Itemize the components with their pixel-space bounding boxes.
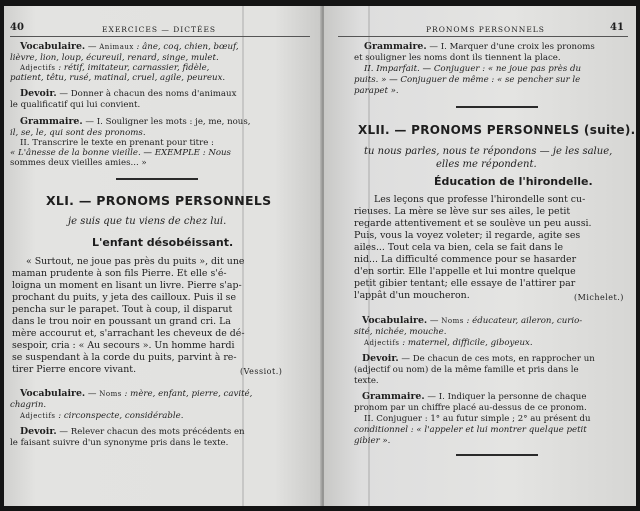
right-page: PRONOMS PERSONNELS 41 Grammaire. — I. Marquer d'une croix les pronoms et souligner les noms dont ils tiennent la place. II. Imparfait. — Conjuguer : « ne joue pas près du puits. » — Conjuguer de même : « se pencher sur le parapet ». XLII. — PRONOMS PERSONNELS (suite). tu nous parles, nous te répondons — je les salue, elles me répondent. Éducation de l'hirondelle. Les leçons que professe l'hirondelle sont cu- rieuses. La mère se lève sur ses ailes, le petit regarde attentivement et se soulève un peu aussi. Puis, vous la voyez voleter; il regarde, agite ses ailes... Tout cela va bien, cela se fait dans le nid... La difficulté commence pour se hasarder d'en sortir. Elle l'appelle et lui montre quelque petit gibier tentant; elle essaye de l'attirer par l'appât d'un moucheron. (Michelet.) Vocabulaire. — Noms : éducateur, aileron, curio- sité, nichée, mouche. Adjectifs : maternel, difficile, giboyeux. Devoir. — De chacun de ces mots, en rapprocher un (adjectif ou nom) de la même famille et pris dans le texte. Grammaire. — I. Indiquer la personne de chaque pronom par un chiffre placé au-dessus de ce pronom. II. Conjuguer : 1° au futur simple ; 2° au présent du conditionnel : « l'appeler et lui montrer quelque petit gibier ».: [324, 6, 636, 506]
left-lesson-title: XLI. — PRONOMS PERSONNELS: [46, 193, 272, 208]
right-section-rule: [456, 106, 538, 108]
right-story-title: Éducation de l'hirondelle.: [434, 175, 593, 188]
left-page: 40 EXERCICES — DICTÉES Vocabulaire. — Animaux : âne, coq, chien, bœuf, lièvre, lion, loup, écureuil, renard, singe, mulet. Adjectifs : rétif, imitateur, carnassier, fidèle, patient, têtu, rusé, matinal, cruel, agile, peureux. Devoir. — Donner à chacun des noms d'animaux le qualificatif qui lui convient. Grammaire. — I. Souligner les mots : je, me, nous, il, se, le, qui sont des pronoms. II. Transcrire le texte en prenant pour titre : « L'ânesse de la bonne vieille. — EXEMPLE : Nous sommes deux vieilles amies... » XLI. — PRONOMS PERSONNELS je suis que tu viens de chez lui. L'enfant désobéissant. « Surtout, ne joue pas près du puits », dit une maman prudente à son fils Pierre. Et elle s'é- loigna un moment en lisant un livre. Pierre s'ap- prochant du puits, y jeta des cailloux. Puis il se pencha sur le parapet. Tout à coup, il disparut dans le trou noir en poussant un grand cri. La mère accourut et, s'arrachant les cheveux de dé- sespoir, cria : « Au secours ». Un homme hardi se suspendant à la corde du puits, parvint à re- tirer Pierre encore vivant. (Vessiot.) Vocabulaire. — Noms : mère, enfant, pierre, cavité, chagrin. Adjectifs : circonspecte, considérable. Devoir. — Relever chacun des mots précédents en le faisant suivre d'un synonyme pris dans le texte.: [4, 6, 322, 506]
right-running-head: PRONOMS PERSONNELS: [426, 25, 545, 34]
left-story-title: L'enfant désobéissant.: [92, 236, 234, 249]
vocab-label: Vocabulaire.: [20, 41, 86, 52]
left-running-head: EXERCICES — DICTÉES: [102, 25, 217, 34]
right-end-rule: [456, 454, 538, 456]
left-story-author: (Vessiot.): [240, 367, 283, 376]
left-section-rule: [116, 178, 198, 180]
right-lesson-title: XLII. — PRONOMS PERSONNELS (suite).: [358, 123, 636, 137]
left-lesson-subtitle: je suis que tu viens de chez lui.: [68, 216, 227, 227]
right-page-number: 41: [610, 22, 624, 33]
book-spread: [4, 6, 636, 506]
right-lesson-subtitle-2: elles me répondent.: [436, 159, 537, 170]
right-lesson-subtitle-1: tu nous parles, nous te répondons — je les salue,: [364, 146, 613, 157]
right-story-author: (Michelet.): [574, 293, 624, 302]
left-page-number: 40: [10, 22, 24, 33]
